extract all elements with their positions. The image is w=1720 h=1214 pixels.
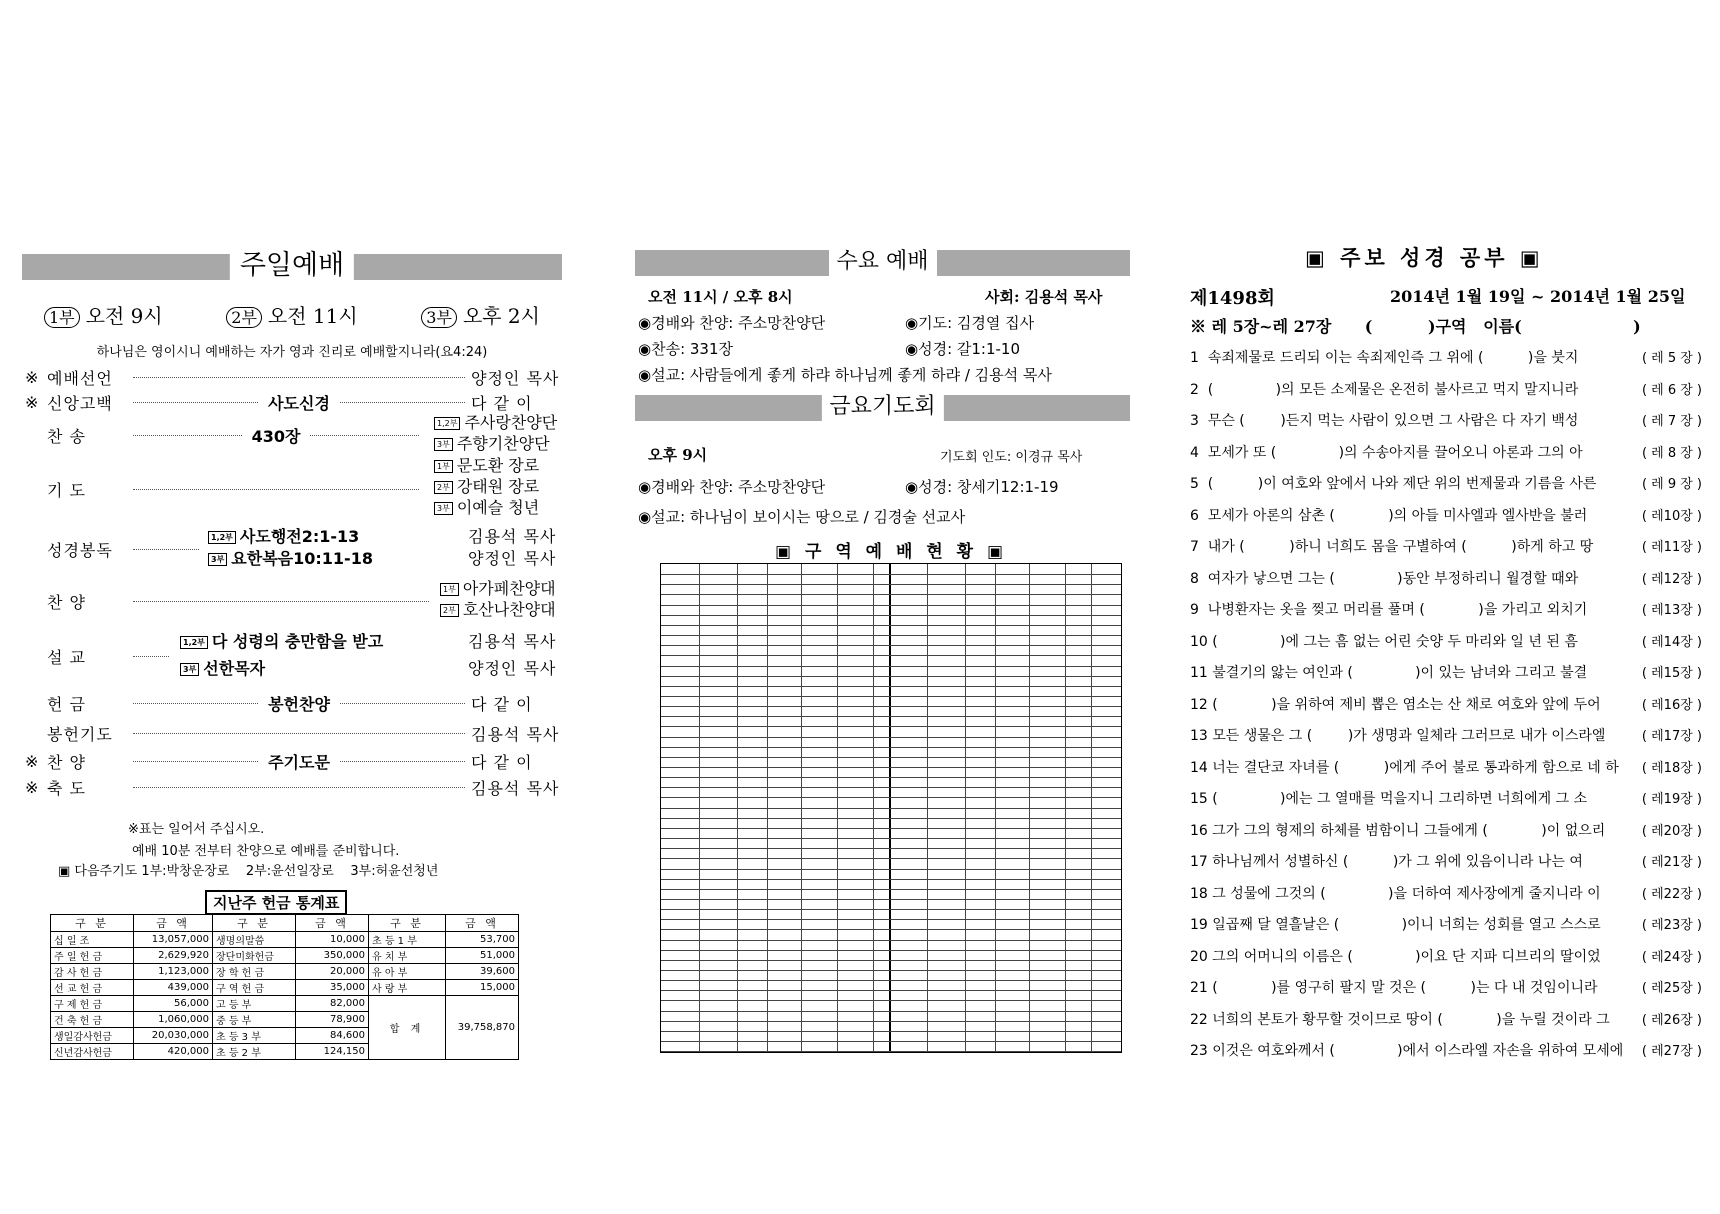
- question-text: 15 ( )에는 그 열매를 먹을지니 그리하면 너희에게 그 소: [1190, 791, 1588, 807]
- question-reference: ( 레 5 장 ): [1638, 347, 1702, 366]
- offering-cell: 생명의말씀: [213, 932, 296, 948]
- offering-cell: 13,057,000: [134, 932, 213, 948]
- study-title: ▣ 주보 성경 공부 ▣: [1305, 245, 1544, 270]
- study-question: [1190, 473, 1710, 493]
- study-question: [1190, 883, 1710, 903]
- dotted-leader: [133, 435, 242, 436]
- dotted-leader: [133, 703, 258, 704]
- question-text: 22 너희의 본토가 황무할 것이므로 땅이 ( )을 누릴 것이라 그: [1190, 1011, 1610, 1028]
- part-tag: 1부: [440, 583, 459, 596]
- hymn-leader-1: [434, 412, 557, 433]
- service-tag-2: 2부: [226, 307, 262, 328]
- table-row: [51, 964, 519, 980]
- dotted-leader: [133, 761, 258, 762]
- offering-cell: 82,000: [296, 996, 369, 1012]
- order-leader: 다 같 이: [471, 394, 533, 413]
- wednesday-hymn: ◉찬송: 331장: [638, 340, 734, 358]
- question-text: 18 그 성물에 그것의 ( )을 더하여 제사장에게 줄지니라 이: [1190, 885, 1601, 902]
- order-content: 430장: [248, 424, 305, 447]
- study-question: [1190, 946, 1710, 966]
- order-row-1: [25, 366, 565, 389]
- question-reference: ( 레 9 장 ): [1638, 473, 1702, 492]
- question-reference: ( 레26장 ): [1638, 1009, 1702, 1028]
- question-text: 14 너는 결단코 자녀를 ( )에게 주어 불로 통과하게 함으로 네 하: [1190, 759, 1619, 776]
- friday-sermon: ◉설교: 하나님이 보이시는 땅으로 / 김경술 선교사: [638, 508, 966, 526]
- offering-header: 금 액: [296, 915, 369, 932]
- friday-section: [635, 395, 1130, 421]
- offering-cell: 20,030,000: [134, 1028, 213, 1044]
- order-label: 예배선언: [47, 369, 113, 388]
- offering-cell: 사 랑 부: [369, 980, 446, 996]
- order-label: 찬 송: [47, 427, 86, 446]
- part-tag: 1부: [434, 460, 453, 473]
- prayer-leader-name: 강태원 장로: [456, 477, 540, 496]
- question-text: 23 이것은 여호와께서 ( )에서 이스라엘 자손을 위하여 모세에: [1190, 1043, 1624, 1059]
- part-tag: 3부: [180, 663, 199, 676]
- part-tag: 2부: [440, 604, 459, 617]
- service-time-1-text: 오전 9시: [85, 304, 163, 328]
- offering-cell: 439,000: [134, 980, 213, 996]
- question-reference: ( 레17장 ): [1638, 725, 1702, 744]
- offering-header: 구 분: [213, 915, 296, 932]
- question-text: 7 내가 ( )하니 너희도 몸을 구별하여 ( )하게 하고 땅: [1190, 539, 1594, 555]
- question-reference: ( 레20장 ): [1638, 820, 1702, 839]
- order-row-8: [25, 692, 565, 715]
- question-text: 9 나병환자는 옷을 찢고 머리를 풀며 ( )을 가리고 외치기: [1190, 602, 1588, 618]
- order-row-4: [25, 478, 425, 501]
- question-text: 4 모세가 또 ( )의 수송아지를 끌어오니 아론과 그의 아: [1190, 444, 1583, 461]
- offering-cell: 2,629,920: [134, 948, 213, 964]
- question-text: 16 그가 그의 형제의 하체를 범함이니 그들에게 ( )이 없으리: [1190, 822, 1606, 839]
- study-range: ※ 레 5장~레 27장 ( )구역 이름( ): [1190, 317, 1641, 336]
- order-content: 사도신경: [264, 391, 334, 414]
- dotted-leader: [340, 761, 465, 762]
- next-prayer-note: ▣ 다음주기도 1부:박창운장로 2부:윤선일장로 3부:허윤선청년: [58, 864, 439, 879]
- offering-cell: 초 등 2 부: [213, 1044, 296, 1060]
- service-times: [22, 300, 562, 329]
- wednesday-prayer: ◉기도: 김경열 집사: [905, 314, 1035, 332]
- offering-cell: 중 등 부: [213, 1012, 296, 1028]
- order-label: 봉헌기도: [47, 725, 113, 744]
- question-reference: ( 레16장 ): [1638, 694, 1702, 713]
- order-label: 축 도: [47, 779, 86, 798]
- table-row: [51, 932, 519, 948]
- order-leader: 다 같 이: [471, 695, 533, 714]
- offering-cell: 56,000: [134, 996, 213, 1012]
- order-leader: 김용석 목사: [471, 779, 560, 798]
- order-content: 주기도문: [264, 750, 334, 773]
- dotted-leader: [340, 703, 465, 704]
- question-reference: ( 레22장 ): [1638, 883, 1702, 902]
- study-question: [1190, 725, 1710, 745]
- part-tag: 3부: [208, 553, 227, 566]
- order-leader: 다 같 이: [471, 753, 533, 772]
- order-label: 헌 금: [47, 695, 86, 714]
- offering-cell: 1,123,000: [134, 964, 213, 980]
- service-tag-1: 1부: [44, 307, 80, 328]
- service-time-2: [226, 300, 357, 329]
- offering-cell: 124,150: [296, 1044, 369, 1060]
- part-tag: 2부: [434, 481, 453, 494]
- table-row: [51, 980, 519, 996]
- study-question: [1190, 505, 1710, 525]
- question-text: 13 모든 생물은 그 ( )가 생명과 일체라 그러므로 내가 이스라엘: [1190, 728, 1606, 744]
- offering-cell: 생일감사헌금: [51, 1028, 134, 1044]
- reading-1: [208, 526, 373, 548]
- question-text: 17 하나님께서 성별하신 ( )가 그 위에 있음이니라 나는 여: [1190, 854, 1583, 870]
- part-tag: 1,2부: [208, 531, 236, 544]
- question-reference: ( 레23장 ): [1638, 914, 1702, 933]
- study-question: [1190, 977, 1710, 997]
- study-question: [1190, 631, 1710, 651]
- offering-header: 금 액: [134, 915, 213, 932]
- sermon-preacher: 김용석 목사: [468, 632, 557, 651]
- question-reference: ( 레19장 ): [1638, 788, 1702, 807]
- study-question: [1190, 1009, 1710, 1029]
- study-question: [1190, 410, 1710, 430]
- offering-total-value: 39,758,870: [446, 996, 519, 1060]
- question-reference: ( 레12장 ): [1638, 568, 1702, 587]
- offering-cell: 20,000: [296, 964, 369, 980]
- order-row-5: [25, 538, 205, 561]
- offering-cell: 주 일 헌 금: [51, 948, 134, 964]
- question-text: 19 일곱째 달 열흘날은 ( )이니 너희는 성회를 열고 스스로: [1190, 917, 1601, 933]
- sunday-title: 주일예배: [230, 250, 354, 282]
- offering-cell: 신년감사헌금: [51, 1044, 134, 1060]
- sunday-verse: 하나님은 영이시니 예배하는 자가 영과 진리로 예배할지니라(요4:24): [96, 345, 488, 360]
- order-row-3: [25, 424, 425, 447]
- table-row: [51, 996, 519, 1012]
- question-text: 10 ( )에 그는 흠 없는 어린 숫양 두 마리와 일 년 된 흠: [1190, 633, 1578, 650]
- question-reference: ( 레11장 ): [1638, 536, 1702, 555]
- offering-cell: 1,060,000: [134, 1012, 213, 1028]
- part-tag: 3부: [434, 438, 453, 451]
- order-row-7: [25, 645, 175, 668]
- sermon-preachers: [468, 628, 556, 682]
- question-text: 21 ( )를 영구히 팔지 말 것은 ( )는 다 내 것임이니라: [1190, 980, 1598, 996]
- offering-cell: 35,000: [296, 980, 369, 996]
- district-table: [660, 563, 1122, 1053]
- offering-cell: 350,000: [296, 948, 369, 964]
- wednesday-worship: ◉경배와 찬양: 주소망찬양단: [638, 314, 826, 332]
- hymn-leaders: [434, 412, 557, 454]
- study-question: [1190, 662, 1710, 682]
- reading-leader: 양정인 목사: [468, 549, 557, 568]
- question-text: 8 여자가 낳으면 그는 ( )동안 부정하리니 월경할 때와: [1190, 570, 1579, 587]
- hymn-leader-2: [434, 433, 557, 454]
- question-text: 12 ( )을 위하여 제비 뽑은 염소는 산 채로 여호와 앞에 두어: [1190, 696, 1601, 713]
- offering-header: 금 액: [446, 915, 519, 932]
- order-star: ※: [25, 393, 39, 412]
- dotted-leader: [133, 402, 258, 403]
- offering-header: 구 분: [369, 915, 446, 932]
- offering-cell: 78,900: [296, 1012, 369, 1028]
- friday-title: 금요기도회: [821, 392, 943, 422]
- offering-cell: 구 역 헌 금: [213, 980, 296, 996]
- sermon-text: 선한목자: [203, 659, 266, 678]
- dotted-leader: [133, 489, 419, 490]
- friday-header: [635, 395, 1130, 421]
- order-row-9: [25, 722, 565, 745]
- question-text: 3 무슨 ( )든지 먹는 사람이 있으면 그 사람은 다 자기 백성: [1190, 413, 1579, 429]
- wednesday-title: 수요 예배: [828, 247, 936, 277]
- offering-title: 지난주 헌금 통계표: [205, 890, 347, 915]
- order-star: ※: [25, 778, 39, 797]
- order-star: ※: [25, 752, 39, 771]
- wednesday-header: [635, 250, 1130, 276]
- service-time-3-text: 오후 2시: [462, 304, 540, 328]
- hymn-leader-name: 주향기찬양단: [456, 434, 550, 453]
- offering-header-row: [51, 915, 519, 932]
- praise-leader-name: 호산나찬양대: [462, 600, 556, 619]
- offering-cell: 감 사 헌 금: [51, 964, 134, 980]
- praise-leader-1: [440, 578, 556, 599]
- offering-cell: 유 치 부: [369, 948, 446, 964]
- offering-cell: 고 등 부: [213, 996, 296, 1012]
- prayer-leader-2: [434, 476, 539, 497]
- standing-note: ※표는 일어서 주십시오.: [128, 822, 265, 837]
- wednesday-scripture: ◉성경: 갈1:1-10: [905, 340, 1021, 358]
- dotted-leader: [133, 733, 465, 734]
- question-text: 20 그의 어머니의 이름은 ( )이요 단 지파 디브리의 딸이었: [1190, 948, 1601, 965]
- question-reference: ( 레 8 장 ): [1638, 442, 1702, 461]
- sermon-titles: [180, 628, 383, 682]
- study-question: [1190, 1040, 1710, 1060]
- prayer-leader-1: [434, 455, 539, 476]
- hymn-leader-name: 주사랑찬양단: [464, 413, 558, 432]
- offering-cell: 초 등 3 부: [213, 1028, 296, 1044]
- dotted-leader: [133, 549, 199, 550]
- order-label: 찬 양: [47, 753, 86, 772]
- service-time-1: [44, 300, 163, 329]
- friday-time: 오후 9시: [648, 446, 708, 464]
- scripture-readings: [208, 526, 373, 570]
- dotted-leader: [133, 377, 465, 378]
- friday-worship: ◉경배와 찬양: 주소망찬양단: [638, 478, 826, 496]
- order-leader: 김용석 목사: [471, 725, 560, 744]
- dotted-leader: [340, 402, 465, 403]
- study-question: [1190, 788, 1710, 808]
- question-text: 1 속죄제물로 드리되 이는 속죄제인즉 그 위에 ( )을 붓지: [1190, 350, 1579, 366]
- sermon-preacher: 양정인 목사: [468, 659, 557, 678]
- sunday-header: [22, 250, 562, 280]
- offering-cell: 장 학 헌 금: [213, 964, 296, 980]
- sermon-2: [180, 655, 383, 682]
- wednesday-host: 사회: 김용석 목사: [985, 288, 1103, 306]
- order-label: 성경봉독: [47, 541, 113, 560]
- question-reference: ( 레13장 ): [1638, 599, 1702, 618]
- study-question: [1190, 694, 1710, 714]
- dotted-leader: [133, 787, 465, 788]
- offering-total-label: 합 계: [369, 996, 446, 1060]
- study-question: [1190, 347, 1710, 367]
- question-text: 11 불결기의 앓는 여인과 ( )이 있는 남녀와 그리고 불결: [1190, 665, 1588, 681]
- offering-cell: 420,000: [134, 1044, 213, 1060]
- offering-cell: 구 제 헌 금: [51, 996, 134, 1012]
- wednesday-sermon: ◉설교: 사람들에게 좋게 하랴 하나님께 좋게 하랴 / 김용석 목사: [638, 366, 1052, 384]
- part-tag: 3부: [434, 502, 453, 515]
- prayer-leader-3: [434, 497, 539, 518]
- question-reference: ( 레14장 ): [1638, 631, 1702, 650]
- wednesday-section: [635, 250, 1130, 276]
- prayer-leader-name: 문도환 장로: [456, 456, 540, 475]
- offering-cell: 초 등 1 부: [369, 932, 446, 948]
- part-tag: 1,2부: [434, 417, 460, 430]
- order-row-2: [25, 391, 565, 414]
- question-text: 6 모세가 아론의 삼촌 ( )의 아들 미사엘과 엘사반을 불러: [1190, 507, 1588, 524]
- prep-note: 예배 10분 전부터 찬양으로 예배를 준비합니다.: [132, 844, 400, 859]
- study-question: [1190, 599, 1710, 619]
- praise-leader-name: 아가페찬양대: [462, 579, 556, 598]
- service-time-3: [421, 300, 540, 329]
- prayer-leader-name: 이예슬 청년: [456, 498, 540, 517]
- prayer-leaders: [434, 455, 539, 518]
- offering-cell: 84,600: [296, 1028, 369, 1044]
- offering-header: 구 분: [51, 915, 134, 932]
- study-session: 제1498회: [1190, 288, 1275, 309]
- reading-2: [208, 548, 373, 570]
- part-tag: 1,2부: [180, 636, 208, 649]
- question-reference: ( 레24장 ): [1638, 946, 1702, 965]
- praise-leaders: [440, 578, 556, 620]
- question-reference: ( 레25장 ): [1638, 977, 1702, 996]
- order-row-10: [25, 750, 565, 773]
- study-question: [1190, 820, 1710, 840]
- offering-cell: 10,000: [296, 932, 369, 948]
- question-text: 2 ( )의 모든 소제물은 온전히 불사르고 먹지 말지니라: [1190, 381, 1579, 398]
- offering-cell: 51,000: [446, 948, 519, 964]
- order-row-6: [25, 590, 435, 613]
- study-question: [1190, 851, 1710, 871]
- dotted-leader: [133, 656, 169, 657]
- order-label: 기 도: [47, 481, 86, 500]
- question-reference: ( 레27장 ): [1638, 1040, 1702, 1059]
- praise-leader-2: [440, 599, 556, 620]
- study-question: [1190, 379, 1710, 399]
- order-label: 신앙고백: [47, 394, 113, 413]
- dotted-leader: [133, 601, 429, 602]
- offering-cell: 장단미화헌금: [213, 948, 296, 964]
- question-reference: ( 레15장 ): [1638, 662, 1702, 681]
- offering-cell: 53,700: [446, 932, 519, 948]
- wednesday-time: 오전 11시 / 오후 8시: [648, 288, 793, 306]
- order-label: 찬 양: [47, 593, 86, 612]
- reading-text: 사도행전2:1-13: [239, 527, 360, 546]
- district-title: ▣ 구 역 예 배 현 황 ▣: [775, 542, 1008, 562]
- offering-cell: 십 일 조: [51, 932, 134, 948]
- order-leader: 양정인 목사: [471, 369, 560, 388]
- question-reference: ( 레18장 ): [1638, 757, 1702, 776]
- study-question: [1190, 757, 1710, 777]
- sunday-worship-section: [22, 250, 562, 360]
- service-tag-3: 3부: [421, 307, 457, 328]
- order-content: 봉헌찬양: [264, 692, 334, 715]
- service-time-2-text: 오전 11시: [267, 304, 358, 328]
- reading-text: 요한복음10:11-18: [231, 549, 373, 568]
- reading-leaders: [468, 526, 556, 570]
- table-row: [661, 1041, 1121, 1052]
- order-row-11: [25, 776, 565, 799]
- question-reference: ( 레21장 ): [1638, 851, 1702, 870]
- friday-leader: 기도회 인도: 이경규 목사: [940, 450, 1083, 465]
- offering-cell: 건 축 헌 금: [51, 1012, 134, 1028]
- question-reference: ( 레 7 장 ): [1638, 410, 1702, 429]
- friday-scripture: ◉성경: 창세기12:1-19: [905, 478, 1059, 496]
- reading-leader: 김용석 목사: [468, 527, 557, 546]
- study-question: [1190, 568, 1710, 588]
- study-question: [1190, 914, 1710, 934]
- offering-cell: 39,600: [446, 964, 519, 980]
- question-text: 5 ( )이 여호와 앞에서 나와 제단 위의 번제물과 기름을 사른: [1190, 476, 1597, 492]
- question-reference: ( 레 6 장 ): [1638, 379, 1702, 398]
- table-row: [51, 948, 519, 964]
- study-question: [1190, 442, 1710, 462]
- order-star: ※: [25, 368, 39, 387]
- order-label: 설 교: [47, 648, 86, 667]
- sermon-text: 다 성령의 충만함을 받고: [211, 632, 384, 651]
- offering-table: [50, 914, 519, 1060]
- question-reference: ( 레10장 ): [1638, 505, 1702, 524]
- offering-cell: 15,000: [446, 980, 519, 996]
- dotted-leader: [310, 435, 419, 436]
- study-question: [1190, 536, 1710, 556]
- sermon-1: [180, 628, 383, 655]
- offering-cell: 유 아 부: [369, 964, 446, 980]
- study-dates: 2014년 1월 19일 ~ 2014년 1월 25일: [1390, 287, 1686, 306]
- offering-cell: 선 교 헌 금: [51, 980, 134, 996]
